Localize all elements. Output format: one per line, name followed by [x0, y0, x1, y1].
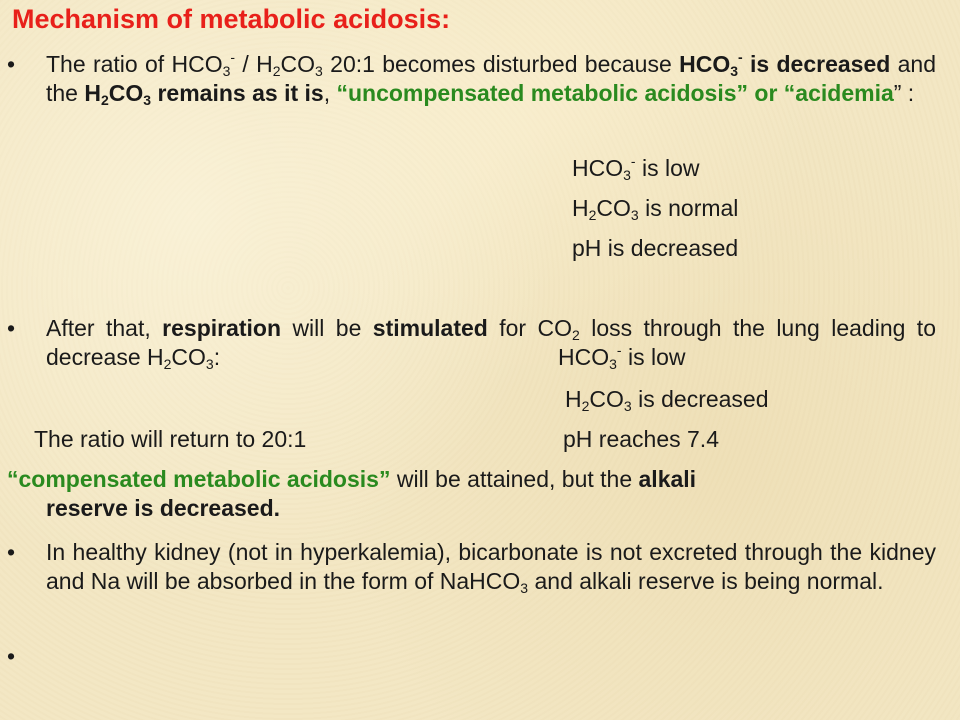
paragraph-respiration [46, 314, 936, 372]
ph-reaches-text: pH reaches 7.4 [563, 426, 719, 452]
subscript: 3 [623, 398, 632, 414]
h2co3-normal-line [572, 194, 738, 223]
text-run: The ratio of HCO [46, 51, 223, 77]
paragraph-uncompensated [46, 50, 936, 108]
h2co3-decreased-line [565, 385, 769, 414]
superscript: - [738, 49, 743, 65]
text-run: is normal [638, 195, 739, 221]
superscript: - [616, 342, 622, 358]
text-run: After that, [46, 315, 163, 341]
subscript: 2 [581, 398, 590, 414]
bold-run: alkali [638, 466, 697, 492]
subscript: 3 [630, 207, 639, 223]
text-run: loss through the lung leading to decrease H [46, 315, 936, 370]
text-run: In healthy kidney (not in hyperkalemia), bicarbonate is not excreted through the kidney and Na will be absorbed in the form of NaHCO [46, 539, 936, 594]
bold-run: respiration [162, 315, 282, 341]
subscript: 2 [588, 207, 597, 223]
text-run: CO [108, 80, 144, 106]
text-run: H [84, 80, 101, 106]
hco3-low-line-2 [558, 343, 686, 372]
text-run: , [323, 80, 337, 106]
text-run: : [213, 344, 221, 370]
text-run: for CO [487, 315, 572, 341]
subscript: 3 [315, 63, 323, 79]
green-term: “uncompensated metabolic acidosis” or “acidemia [336, 80, 894, 106]
subscript: 2 [272, 63, 281, 79]
text-run: H [565, 386, 582, 412]
subscript: 3 [143, 92, 152, 108]
text-run: CO [171, 344, 206, 370]
paragraph-kidney [46, 538, 936, 596]
bullet-icon: • [7, 539, 16, 565]
text-run: HCO [679, 51, 731, 77]
text-run: and alkali reserve is being normal. [528, 568, 884, 594]
text-run: CO [596, 195, 631, 221]
text-run: CO [280, 51, 316, 77]
subscript: 3 [222, 63, 231, 79]
superscript: - [230, 49, 236, 65]
paragraph-compensated [7, 465, 936, 494]
text-run: will be [281, 315, 373, 341]
bold-run [679, 51, 890, 77]
subscript: 3 [520, 580, 529, 596]
subscript: 3 [623, 167, 631, 183]
bullet-icon: • [7, 51, 16, 77]
subscript: 2 [572, 327, 580, 343]
slide-title: Mechanism of metabolic acidosis: [12, 4, 451, 34]
subscript: 2 [163, 356, 172, 372]
hco3-low-line [572, 154, 700, 183]
text-run: H [572, 195, 589, 221]
bold-run: stimulated [372, 315, 488, 341]
subscript: 3 [730, 63, 739, 79]
text-run: is decreased [631, 386, 769, 412]
bullet-icon: • [7, 643, 16, 669]
text-run: CO [589, 386, 624, 412]
text-run: ” : [893, 80, 915, 106]
text-run: HCO [558, 344, 610, 370]
text-run: is decreased [742, 51, 891, 77]
text-run: is low [621, 344, 686, 370]
text-run: remains as it is [151, 80, 324, 106]
green-term: “compensated metabolic acidosis” [7, 466, 391, 492]
text-run: will be attained, but the [390, 466, 639, 492]
ph-decreased-line: pH is decreased [572, 235, 739, 261]
text-run: HCO [572, 155, 624, 181]
superscript: - [630, 153, 636, 169]
text-run: / H [235, 51, 273, 77]
bullet-icon: • [7, 315, 16, 341]
subscript: 2 [101, 92, 109, 108]
text-run: 20:1 becomes disturbed because [322, 51, 680, 77]
bold-run [84, 80, 323, 106]
subscript: 3 [609, 356, 617, 372]
text-run: is low [635, 155, 700, 181]
subscript: 3 [205, 356, 214, 372]
ratio-return-text: The ratio will return to 20:1 [34, 426, 307, 452]
text-run: and the [46, 51, 937, 106]
reserve-decreased-text: reserve is decreased. [46, 495, 281, 521]
